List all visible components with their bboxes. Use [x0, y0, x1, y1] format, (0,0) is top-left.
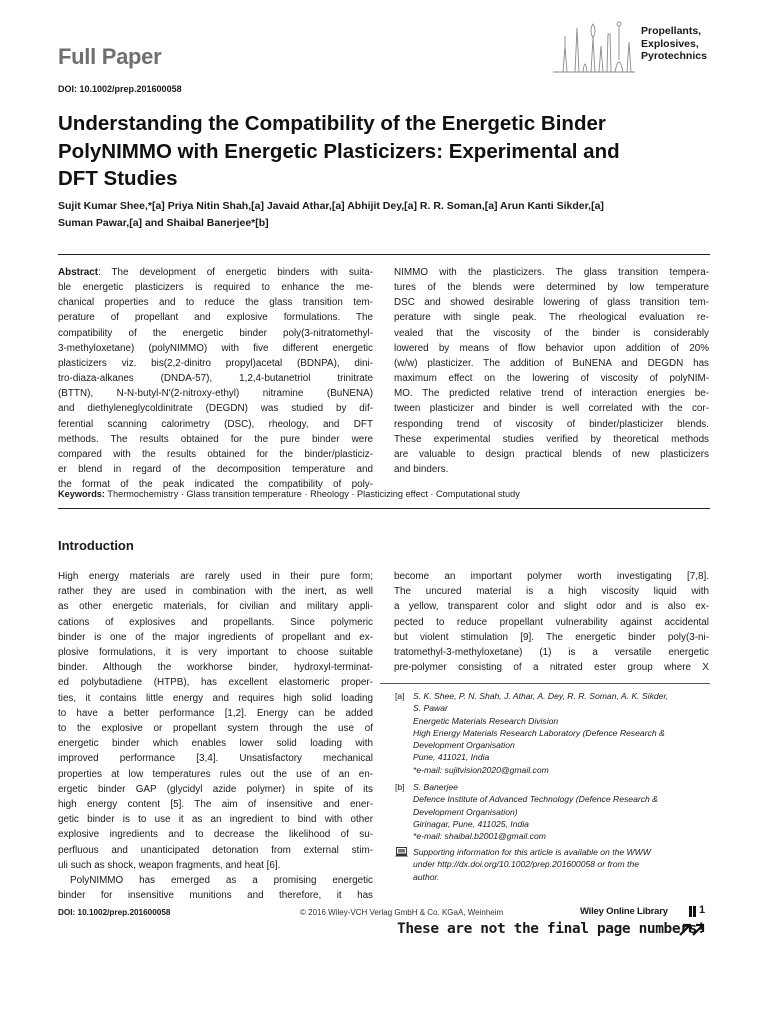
body-line: perfluous and unanticipated detonation from external stim- [58, 844, 373, 856]
affiliation-line: *e-mail: shaibal.b2001@gmail.com [413, 831, 546, 842]
body-line: properties at low temperatures rules out the use of an en- [58, 768, 373, 780]
article-title: Understanding the Compatibility of the Energetic Binder PolyNIMMO with Energetic Plasticizers: Experimental and DFT Studies [58, 112, 620, 190]
computer-icon [395, 847, 408, 857]
keywords-label: Keywords: [58, 489, 105, 499]
affiliation-line: S. K. Shee, P. N. Shah, J. Athar, A. Dey, R. R. Soman, A. K. Sikder, [413, 691, 669, 701]
abstract-line: ferential scanning calorimetry (DSC), rheology, and DFT [58, 418, 373, 430]
body-line: high energy content [5]. The aim of insensitive and ener- [58, 799, 373, 811]
body-line: become an important polymer worth investigating [7,8]. [394, 571, 709, 582]
body-line: binder. Although the workhorse binder, hydroxyl-terminat- [58, 662, 373, 674]
affiliation-tag: [a] [395, 691, 405, 701]
abstract-line: are valuable to design practical blends of new plasticizers [394, 448, 709, 460]
doi-header: DOI: 10.1002/prep.201600058 [58, 84, 182, 94]
affiliation-tag: [b] [395, 782, 405, 792]
body-line: binder is one of the major ingredients of propellant and ex- [58, 631, 373, 643]
abstract-line: tures of the blends were determined by low temperature [394, 282, 709, 294]
abstract-line: methods. The results obtained for the pure binder were [58, 433, 373, 445]
affiliation-line: *e-mail: sujitvision2020@gmail.com [413, 764, 549, 775]
abstract-line: er blend in regard of the decomposition temperature and [58, 464, 373, 476]
affiliation-line: Pune, 411021, India [413, 752, 490, 763]
abstract-line: Abstract: The development of energetic binders with suita- [58, 267, 373, 278]
abstract-line: and diethyleneglycoldinitrate (DEGDN) was studied by dif- [58, 403, 373, 415]
affiliation-rule [380, 683, 710, 684]
body-line: cations of explosives and propellants. Since polymeric [58, 616, 373, 628]
affiliation-line: under http://dx.doi.org/10.1002/prep.201600058 or from the [413, 859, 639, 870]
body-line: improved performance [3,4]. Unsatisfactory mechanical [58, 753, 373, 765]
affiliation-line: Supporting information for this article is available on the WWW [413, 847, 651, 857]
abstract-heading: Abstract [58, 267, 99, 278]
authors-line: Suman Pawar,[a] and Shaibal Banerjee*[b] [58, 217, 269, 229]
abstract-line: DSC and showed desirable lowering of glass transition tem- [394, 297, 709, 309]
body-line: but violent stimulation [9]. The energetic binder poly(3-ni- [394, 631, 709, 643]
body-line: as other energetic materials, for civilian and military appli- [58, 601, 373, 613]
authors [58, 198, 718, 232]
affiliation-line: High Energy Materials Research Laboratory (Defence Research & [413, 727, 665, 738]
body-line: tratomethyl-3-methyloxetane) (1) is a versatile energetic [394, 647, 709, 659]
abstract-bottom-rule [58, 508, 710, 509]
abstract-line: ble energetic plasticizers is required to enhance the me- [58, 282, 373, 294]
body-line: pected to reduce propellant vulnerability against accidental [394, 616, 709, 628]
not-final-notice: These are not the final page numbers! [397, 921, 706, 937]
introduction-heading: Introduction [58, 538, 134, 553]
footer-doi: DOI: 10.1002/prep.201600058 [58, 908, 171, 917]
body-line: ties, it contains little energy and requires high solid loading [58, 692, 373, 704]
abstract-line: compared with the results obtained for the binder/plasticiz- [58, 448, 373, 460]
journal-brand [553, 16, 723, 76]
abstract-line: These experimental studies verified by theoretical methods [394, 433, 709, 445]
journal-logo-icon [553, 16, 635, 76]
page-number: 1 [699, 904, 706, 916]
abstract-line: chanical properties and to reduce the glass transition tem- [58, 297, 373, 309]
keywords-text: Thermochemistry · Glass transition temperature · Rheology · Plasticizing effect · Computational study [107, 489, 520, 499]
abstract-line: NIMMO with the plasticizers. The glass transition tempera- [394, 267, 709, 278]
body-line: uli such as shock, weapon fragments, and heat [6]. [58, 859, 281, 871]
abstract-top-rule [58, 254, 710, 255]
abstract-line: and binders. [394, 464, 449, 476]
section-label: Full Paper [58, 44, 162, 69]
body-line: a yellow, transparent color and slight odor and is also ex- [394, 601, 709, 613]
body-line: explosive ingredients and to decrease the likelihood of su- [58, 829, 373, 841]
body-line: to the explosive or propellant system through the use of [58, 723, 373, 735]
authors-line: Sujit Kumar Shee,*[a] Priya Nitin Shah,[a] Javaid Athar,[a] Abhijit Dey,[a] R. R. Soman,[a] Arun Kanti Sikder,[a] [58, 200, 604, 212]
body-line: rather they are used in combination with the inert, as well [58, 586, 373, 598]
keywords [58, 489, 520, 499]
affiliation-line: Defence Institute of Advanced Technology (Defence Research & [413, 794, 658, 805]
introduction-right-column [394, 569, 709, 675]
footer-copyright: © 2016 Wiley-VCH Verlag GmbH & Co. KGaA, Weinheim [300, 908, 504, 917]
abstract-line: vealed that the viscosity of the binder is considerably [394, 327, 709, 339]
abstract-line: (w/w) plasticizer. The addition of BuNENA and DEGDN has [394, 357, 709, 369]
abstract-left-column [58, 265, 373, 492]
affiliation-line: Energetic Materials Research Division [413, 715, 559, 726]
abstract-line: plasticizers viz. bis(2,2-dinitro propyl)acetal (BDNPA), dini- [58, 357, 373, 369]
body-line: pre-polymer consisting of a nitrated ester group where X [394, 662, 709, 674]
abstract-line: compatibility of the energetic binder poly(3-nitratomethyl- [58, 327, 373, 339]
affiliation-line: Development Organisation [413, 740, 515, 751]
page-marker-icon [689, 906, 699, 917]
body-line: ed polybutadiene (HTPB), has excellent elastomeric proper- [58, 677, 373, 689]
body-line: PolyNIMMO has emerged as a promising energetic [70, 875, 373, 887]
abstract-line: MO. The predicted relative trend of interaction energies be- [394, 388, 709, 400]
footer-wiley-online-library: Wiley Online Library [580, 906, 668, 917]
abstract-line: 3-methyloxetane) (polyNIMMO) with five different energetic [58, 342, 373, 354]
body-line: getic binder is to use it as an ingredient to bind with other [58, 814, 373, 826]
body-line: plosive formulations, it is very important to choose suitable [58, 647, 373, 659]
abstract-line: (BTTN), N-N-butyl-N'(2-nitroxy-ethyl) nitramine (BuNENA) [58, 388, 373, 400]
abstract-line: perature of propellant and explosive formulations. The [58, 312, 373, 324]
body-line: to have a better performance [1,2]. Energy can be added [58, 707, 373, 719]
affiliation-line: author. [413, 871, 440, 882]
body-line: energetic binder which enables lower solid loading with [58, 738, 373, 750]
double-arrow-icon [678, 921, 706, 937]
body-line: The uncured material is a high viscosity liquid with [394, 586, 709, 598]
journal-name: Propellants, Explosives, Pyrotechnics [641, 25, 707, 62]
abstract-line: perature with single peak. The rheological evaluation re- [394, 312, 709, 324]
introduction-left-column [58, 569, 373, 903]
body-line: binder for insensitive munitions and therefore, it has [58, 890, 373, 902]
abstract-right-column [394, 265, 709, 477]
abstract-line: maximum effect on the lowering of viscosity of polyNIM- [394, 373, 709, 385]
affiliation-line: Development Organisation) [413, 806, 518, 817]
body-line: High energy materials are rarely used in their pure form; [58, 571, 373, 582]
affiliation-line: Girinagar, Pune, 411025, India [413, 818, 529, 829]
affiliation-line: S. Banerjee [413, 782, 458, 792]
abstract-line: lowered by means of flow behavior upon addition of 20% [394, 342, 709, 354]
abstract-line: the format of the peak indicated the compatibility of poly- [58, 479, 373, 491]
body-line: ergetic binder GAP (glycidyl azide polymer) in spite of its [58, 783, 373, 795]
abstract-line: tro-diaza-alkanes (DNDA-57), 1,2,4-butanetriol trinitrate [58, 373, 373, 385]
abstract-line: responding trend of viscosity of binder/plasticizer blends. [394, 418, 709, 430]
abstract-line: tween plasticizer and binder is well correlated with the cor- [394, 403, 709, 415]
affiliation-line: S. Pawar [413, 703, 448, 714]
